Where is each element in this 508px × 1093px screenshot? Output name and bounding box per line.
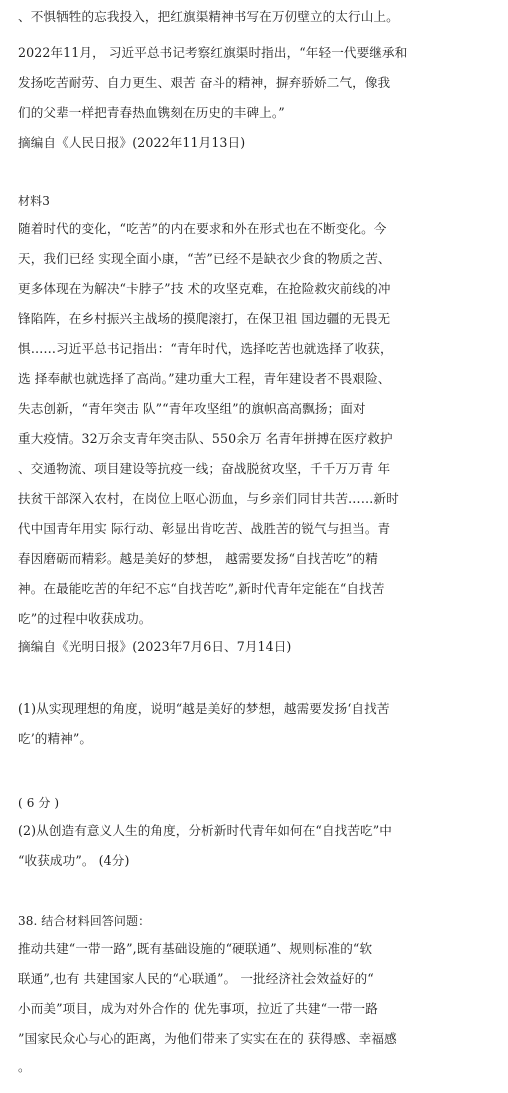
text-line: 神。在最能吃苦的年纪不忘“自找苦吃”,新时代青年定能在“自找苦 [18,581,385,596]
section-title: 材料3 [18,194,50,208]
text-line: 们的父辈一样把青春热血镌刻在历史的丰碑上。” [18,105,285,120]
text-line: 选 择奉献也就选择了高尚。”建功重大工程，青年建设者不畏艰险、 [18,371,391,386]
text-line: 、不惧牺牲的忘我投入，把红旗渠精神书写在万仞壁立的太行山上。 [18,9,399,24]
source-citation: 摘编自《光明日报》(2023年7月6日、7月14日) [18,639,292,654]
text-line: 锋陷阵，在乡村振兴主战场的摸爬滚打，在保卫祖 国边疆的无畏无 [18,311,391,326]
question-line: “收获成功”。 (4分) [18,853,130,868]
text-line: 扶贫干部深入农村，在岗位上呕心沥血，与乡亲们同甘共苦……新时 [18,491,399,506]
question-line: (2)从创造有意义人生的角度，分析新时代青年如何在“自找苦吃”中 [18,823,392,838]
text-line: 重大疫情。32万余支青年突击队、550余万 名青年拼搏在医疗救护 [18,431,393,446]
text-line: 吃”的过程中收获成功。 [18,611,152,626]
question-title: 38. 结合材料回答问题： [18,914,151,928]
text-line: 推动共建“一带一路”,既有基础设施的“硬联通”、规则标准的“软 [18,941,373,956]
text-line: 2022年11月， 习近平总书记考察红旗渠时指出，“年轻一代要继承和 [18,45,408,60]
text-line: 发扬吃苦耐劳、自力更生、艰苦 奋斗的精神，摒弃骄娇二气，像我 [18,75,391,90]
text-line: 。 [18,1059,31,1074]
text-line: ”国家民众心与心的距离，为他们带来了实实在在的 获得感、幸福感 [18,1031,397,1046]
source-citation: 摘编自《人民日报》(2022年11月13日) [18,135,246,150]
text-line: 惧……习近平总书记指出：“青年时代，选择吃苦也就选择了收获， [18,341,393,356]
text-line: 失志创新，“青年突击 队”“青年攻坚组”的旗帜高高飘扬；面对 [18,401,366,416]
question-line: 吃’的精神”。 [18,731,93,746]
text-line: 、交通物流、项目建设等抗疫一线；奋战脱贫攻坚，千千万万青 年 [18,461,391,476]
text-line: 更多体现在为解决“卡脖子”技 术的攻坚克难，在抢险救灾前线的冲 [18,281,391,296]
question-line: (1)从实现理想的角度，说明“越是美好的梦想，越需要发扬‘自找苦 [18,701,390,716]
score-label: ( 6 分 ) [18,796,60,810]
text-line: 小而美”项目，成为对外合作的 优先事项，拉近了共建“一带一路 [18,1001,378,1016]
text-line: 春因磨砺而精彩。越是美好的梦想， 越需要发扬“自找苦吃”的精 [18,551,378,566]
text-line: 随着时代的变化，“吃苦”的内在要求和外在形式也在不断变化。今 [18,221,387,236]
text-line: 天，我们已经 实现全面小康，“苦”已经不是缺衣少食的物质之苦、 [18,251,391,266]
text-line: 联通”,也有 共建国家人民的“心联通”。 一批经济社会效益好的“ [18,971,374,986]
text-line: 代中国青年用实 际行动、彰显出肯吃苦、战胜苦的锐气与担当。青 [18,521,391,536]
